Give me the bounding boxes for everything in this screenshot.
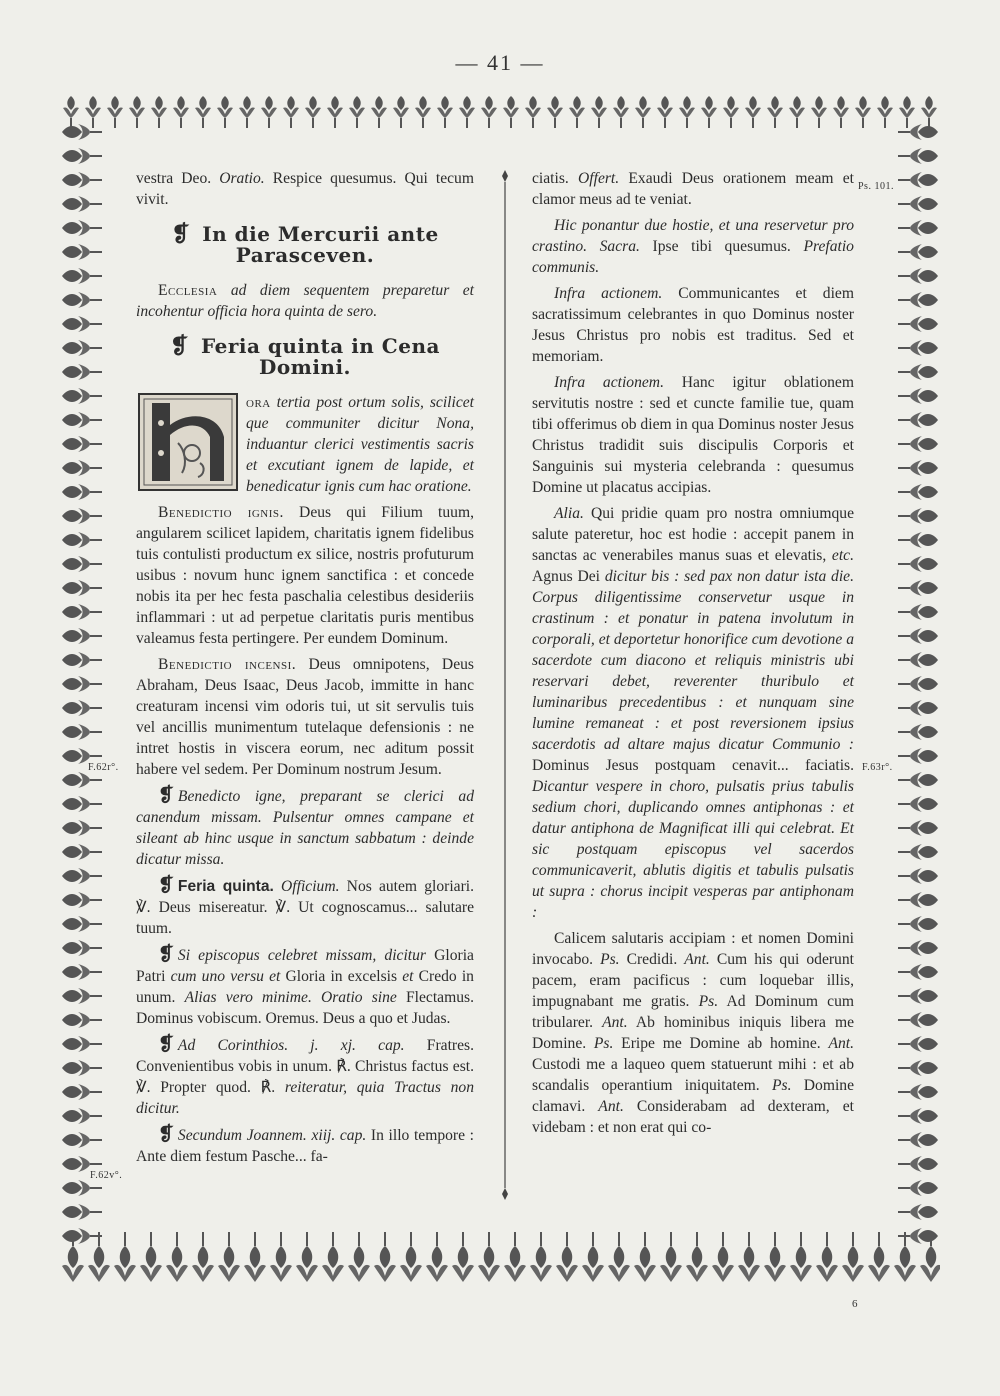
- pilcrow-icon: ❡: [170, 333, 189, 359]
- text-run: vestra Deo.: [136, 170, 220, 187]
- ornamental-border-top: [60, 92, 940, 130]
- paragraph-text: [136, 788, 474, 868]
- text-run: Ant.: [684, 951, 710, 968]
- text-run: Eripe me Domine ab homine.: [613, 1035, 829, 1052]
- text-run: Ecclesia: [158, 282, 218, 299]
- paragraph-text: [136, 1037, 474, 1117]
- text-run: etc.: [831, 547, 854, 564]
- text-run: Gloria Patri: [136, 947, 474, 985]
- text-run: Credidi.: [619, 951, 685, 968]
- text-run: Oratio.: [219, 170, 265, 187]
- column-divider: [501, 170, 509, 1200]
- text-run: Fratres. Convenientibus vobis in unum. ℟. Christus factus est. ℣. Propter quod. ℟.: [136, 1037, 474, 1096]
- ornamental-border-right: [896, 120, 944, 1250]
- text-run: et: [402, 968, 414, 985]
- text-run: dicitur bis : sed pax non datur ista die. Corpus diligentissime conservetur usque in crastinum : et ponatur in patena involutum in corporali, et deportetur honorifice cum devotione a sacerdote cum diacono et reliquis ministris ubi reservari debet, reverenter thuribulo et luminaribus precedentibus : et nunquam sine lumine remaneat : et post reversionem ipsius sacerdotis ad altare majus dicatur Communio :: [532, 568, 854, 753]
- paragraph: [136, 875, 474, 939]
- text-run: Gloria in excelsis: [280, 968, 403, 985]
- text-run: Alias vero minime. Oratio sine: [184, 989, 397, 1006]
- margin-note-folio-62v: F.62v°.: [90, 1170, 123, 1181]
- text-run: In illo tempore : Ante diem festum Pasche... fa-: [136, 1127, 474, 1165]
- text-run: Flectamus. Dominus vobiscum. Oremus. Deus a quo et Judas.: [136, 989, 474, 1027]
- text-run: Officium.: [281, 878, 340, 895]
- text-run: Infra actionem.: [554, 285, 663, 302]
- illuminated-initial-svg: [138, 393, 238, 491]
- paragraph: [136, 168, 474, 210]
- text-run: Si episcopus celebret missam, dicitur: [177, 947, 426, 964]
- text-run: Alia.: [554, 505, 584, 522]
- text-run: ciatis.: [532, 170, 579, 187]
- text-run: Cum his qui oderunt pacem, eram pacificus : cum loquebar illis, impugnabant me gratis.: [532, 951, 854, 1010]
- section-heading: [136, 333, 474, 379]
- heading-text: Feria quinta in Cena Domini.: [200, 334, 440, 379]
- section-heading: [136, 221, 474, 267]
- text-run: Prefatio communis.: [532, 238, 854, 276]
- pilcrow-icon: ❡: [171, 221, 191, 247]
- sheet-signature-number: 6: [852, 1298, 858, 1310]
- margin-note-folio-63r: F.63r°.: [862, 762, 893, 773]
- text-run: Dicantur vespere in choro, pulsatis prius tabulis sedium chori, duplicando omnes antiphonas : et datur antiphona de Magnificat illi qui celebrat. Et sic postquam episcopus vel sacerdos communicaverit, ablutis digitis et tabulis pulsatis ut supra : chorus incipit vesperas par antiphonam :: [532, 778, 854, 921]
- paragraph-text: [136, 1127, 474, 1165]
- text-run: Deus omnipotens, Deus Abraham, Deus Isaac, Deus Jacob, immitte in hanc creaturam incensi vim odoris tui, ut sit servulis tuis vel ancillis munimentum tutelaque defensionis : ne intret hostis in viscera eorum, nec aditum possit habere vel sedem. Per Dominum nostrum Jesum.: [136, 656, 474, 778]
- page-number: — 41 —: [455, 50, 545, 75]
- text-run: Ps.: [771, 1077, 792, 1094]
- text-run: Benedictio ignis.: [158, 504, 284, 521]
- paragraph: [136, 944, 474, 1029]
- ornamental-border-bottom: [60, 1232, 940, 1292]
- paragraph: [532, 168, 854, 210]
- text-run: Offert.: [578, 170, 620, 187]
- paragraph: [136, 1124, 474, 1167]
- margin-note-folio-62r: F.62r°.: [88, 762, 119, 773]
- pilcrow-icon: ❡: [158, 785, 174, 806]
- text-run: Ant.: [828, 1035, 854, 1052]
- text-run: Qui pridie quam pro nostra omniumque salute pateretur, hoc est hodie : accepit panem in sanctas ac venerabiles manus suas et elevatis,: [532, 505, 854, 564]
- text-run: Benedictio incensi.: [158, 656, 297, 673]
- pilcrow-icon: ❡: [158, 944, 174, 965]
- text-run: Ipse tibi quesumus.: [639, 238, 804, 255]
- paragraph-text: [136, 947, 474, 1027]
- paragraph: [532, 928, 854, 1138]
- paragraph: [136, 1034, 474, 1119]
- text-run: Nos autem gloriari. ℣. Deus misereatur. ℣. Ut cognoscamus... salutare tuum.: [136, 878, 474, 937]
- paragraph: [136, 502, 474, 649]
- text-run: Ant.: [602, 1014, 628, 1031]
- text-run: Exaudi Deus orationem meam et clamor meus ad te veniat.: [532, 170, 854, 208]
- text-run: Deus qui Filium tuum, angularem scilicet lapidem, charitatis ignem fidelibus tuis contulisti productum ex silice, nostris profuturum usibus : novum hunc ignem sanctifica : et concede nobis ita per hec festa paschalia celestibus desideriis inflammari : ut ad perpetue claritatis puris mentibus valeamus festa pertingere. Per eundem Dominum.: [136, 504, 474, 647]
- text-run: Hic ponantur due hostie, et una reservetur pro crastino. Sacra.: [532, 217, 854, 255]
- paragraph: [532, 503, 854, 923]
- text-run: [274, 878, 281, 895]
- paragraph: [532, 215, 854, 278]
- text-run: Custodi me a laqueo quem statuerunt mihi : et ab scandalis operantium iniquitatem.: [532, 1056, 854, 1094]
- text-run: ad diem sequentem preparetur et incohentur officia hora quinta de sero.: [136, 282, 474, 320]
- text-run: reiteratur, quia Tractus non dicitur.: [136, 1079, 474, 1117]
- right-column: [532, 168, 854, 1143]
- margin-note-psalm-101: Ps. 101.: [858, 181, 894, 192]
- left-column: [136, 168, 474, 1172]
- text-run: Hanc igitur oblationem servitutis nostre : sed et cuncte familie tue, quam tibi offerimus ob diem in qua Dominus noster Jesus Christus tradidit suis discipulis Corporis et Sanguinis sui mysteria celebranda : quesumus Domine ut placatus accipias.: [532, 374, 854, 496]
- illuminated-initial: [136, 392, 240, 492]
- text-run: Domine clamavi.: [532, 1077, 854, 1115]
- pilcrow-icon: ❡: [158, 875, 174, 896]
- text-run: tertia post ortum solis, scilicet que communiter dicitur Nona, induantur clerici vestimentis sacris et excutiant ignem de lapide, et benedicatur ignis cum hac oratione.: [246, 394, 474, 495]
- text-run: Considerabam ad dexteram, et videbam : et non erat qui co-: [532, 1098, 854, 1136]
- paragraph-with-initial: [136, 392, 474, 497]
- text-run: Agnus Dei: [532, 568, 605, 585]
- ornamental-border-left: [56, 120, 104, 1250]
- text-run: Calicem salutaris accipiam : et nomen Domini invocabo.: [532, 930, 854, 968]
- text-run: Ant.: [598, 1098, 624, 1115]
- text-run: Ad Dominum cum tribularer.: [532, 993, 854, 1031]
- text-run: Dominus Jesus postquam cenavit... faciatis.: [532, 757, 854, 774]
- text-run: Secundum Joannem. xiij. cap.: [177, 1127, 367, 1144]
- text-run: Communicantes et diem sacratissimum celebrantes in quo Dominus noster Jesus Christus pro nobis est traditus. Sed et memoriam.: [532, 285, 854, 365]
- paragraph: [532, 283, 854, 367]
- text-run: Respice quesumus. Qui tecum vivit.: [136, 170, 474, 208]
- text-run: Credo in unum.: [136, 968, 474, 1006]
- text-run: Feria quinta.: [177, 878, 274, 895]
- paragraph: [136, 280, 474, 322]
- paragraph-text: [246, 394, 474, 495]
- pilcrow-icon: ❡: [158, 1124, 174, 1145]
- text-run: Ps.: [600, 951, 620, 968]
- pilcrow-icon: ❡: [158, 1034, 174, 1055]
- text-run: Ab hominibus iniquis libera me Domine.: [532, 1014, 854, 1052]
- text-run: Benedicto igne, preparant se clerici ad canendum missam. Pulsentur omnes campane et sileant ab hinc usque in sanctum sabbatum : deinde dicatur missa.: [136, 788, 474, 868]
- paragraph: [136, 785, 474, 870]
- text-run: Ps.: [698, 993, 719, 1010]
- text-run: Infra actionem.: [554, 374, 664, 391]
- text-run: ora: [246, 394, 271, 411]
- heading-text: In die Mercurii ante Parasceven.: [202, 222, 439, 267]
- paragraph: [136, 654, 474, 780]
- text-run: Ps.: [593, 1035, 614, 1052]
- paragraph-text: [136, 878, 474, 937]
- text-run: Ad Corinthios. j. xj. cap.: [177, 1037, 405, 1054]
- paragraph: [532, 372, 854, 498]
- text-run: cum uno versu et: [170, 968, 281, 985]
